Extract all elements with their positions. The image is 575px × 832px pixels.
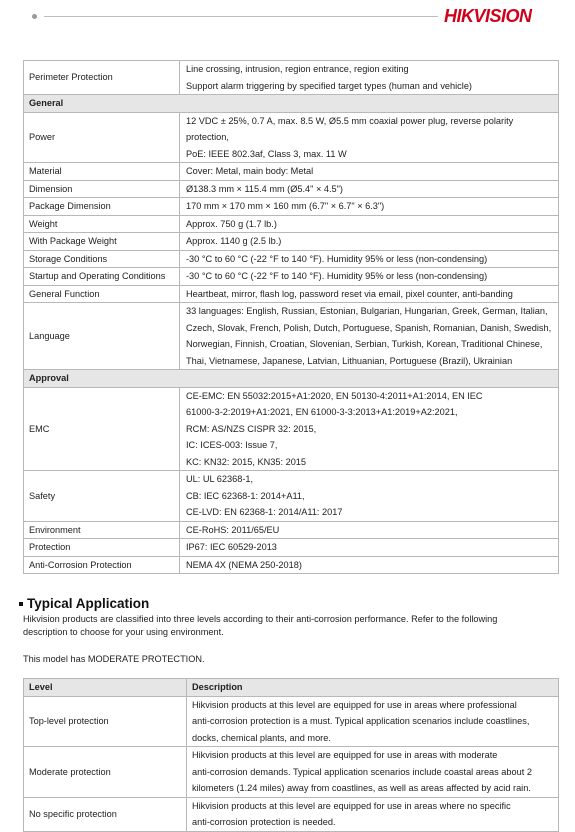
spec-value-line: -30 °C to 60 °C (-22 °F to 140 °F). Humidity 95% or less (non-condensing) (186, 271, 488, 281)
spec-value-line: Thai, Vietnamese, Japanese, Latvian, Lithuanian, Portuguese (Brazil), Ukrainian (186, 355, 513, 366)
intro-line: description to choose for your using environment. (23, 627, 224, 637)
spec-value (180, 198, 559, 216)
typical-application-heading (19, 596, 149, 611)
spec-value (180, 556, 559, 574)
protection-level-table (23, 678, 559, 832)
spec-value (180, 303, 559, 370)
table-row (24, 696, 559, 747)
spec-value-line: 61000-3-2:2019+A1:2021, EN 61000-3-3:2013+A1:2019+A2:2021, (186, 407, 458, 417)
spec-table (23, 60, 559, 574)
spec-label: Storage Conditions (24, 250, 180, 268)
spec-value-line: CE-LVD: EN 62368-1: 2014/A11: 2017 (186, 507, 343, 517)
spec-value-line: Ø138.3 mm × 115.4 mm (Ø5.4" × 4.5") (186, 183, 343, 194)
spec-value (180, 387, 559, 471)
spec-value (180, 112, 559, 163)
spec-value-line: Support alarm triggering by specified target types (human and vehicle) (186, 80, 472, 91)
spec-label: Safety (24, 471, 180, 522)
spec-label: Dimension (24, 180, 180, 198)
header-description: Description (187, 679, 559, 697)
spec-value (180, 285, 559, 303)
spec-label: With Package Weight (24, 233, 180, 251)
header-level: Level (24, 679, 187, 697)
spec-label: Power (24, 112, 180, 163)
spec-row (24, 556, 559, 574)
spec-value (180, 250, 559, 268)
spec-value-line: 33 languages: English, Russian, Estonian, Bulgarian, Hungarian, Greek, German, Italian, (186, 306, 548, 316)
spec-value-line: NEMA 4X (NEMA 250-2018) (186, 559, 302, 570)
level-cell: Moderate protection (24, 747, 187, 798)
spec-label: EMC (24, 387, 180, 471)
description-cell (187, 696, 559, 747)
description-line: anti-corrosion demands. Typical application scenarios include coastal areas about 2 (192, 766, 532, 777)
table-header-row (24, 679, 559, 697)
heading-text: Typical Application (27, 596, 150, 611)
spec-label: General Function (24, 285, 180, 303)
spec-value-line: Heartbeat, mirror, flash log, password reset via email, pixel counter, anti-banding (186, 288, 513, 299)
spec-row (24, 233, 559, 251)
spec-value-line: CE-RoHS: 2011/65/EU (186, 524, 280, 535)
spec-row (24, 198, 559, 216)
spec-value-line: Norwegian, Finnish, Croatian, Slovenian, Serbian, Turkish, Korean, Traditional Chinese, (186, 339, 543, 349)
spec-value-line: protection, (186, 132, 229, 142)
spec-value (180, 233, 559, 251)
description-line: Hikvision products at this level are equipped for use in areas where professional (192, 699, 517, 710)
spec-row (24, 180, 559, 198)
spec-value (180, 180, 559, 198)
description-line: anti-corrosion protection is a must. Typical application scenarios include coastlines, (192, 716, 530, 726)
intro-paragraph (23, 613, 553, 639)
description-line: Hikvision products at this level are equipped for use in areas where no specific (192, 800, 511, 811)
brand-logo: HIKVISION (444, 6, 532, 26)
spec-value (180, 539, 559, 557)
spec-label: Language (24, 303, 180, 370)
table-row (24, 747, 559, 798)
model-note: This model has MODERATE PROTECTION. (23, 654, 205, 664)
spec-value-line: UL: UL 62368-1, (186, 474, 254, 484)
spec-value-line: IP67: IEC 60529-2013 (186, 542, 277, 552)
spec-label: Weight (24, 215, 180, 233)
spec-value-line: KC: KN32: 2015, KN35: 2015 (186, 456, 307, 467)
header-rule (44, 16, 438, 17)
intro-line: Hikvision products are classified into three levels according to their anti-corrosion performance. Refer to the following (23, 614, 498, 624)
spec-value-line: CB: IEC 62368-1: 2014+A11, (186, 490, 305, 501)
header-dot (32, 14, 37, 19)
spec-row (24, 112, 559, 163)
spec-label: Package Dimension (24, 198, 180, 216)
spec-value-line: Approx. 750 g (1.7 lb.) (186, 218, 277, 229)
spec-value (180, 471, 559, 522)
spec-value (180, 163, 559, 181)
page-header (0, 0, 575, 34)
section-title: General (24, 95, 559, 113)
spec-row (24, 387, 559, 471)
spec-label: Anti-Corrosion Protection (24, 556, 180, 574)
description-cell (187, 747, 559, 798)
spec-value-line: 12 VDC ± 25%, 0.7 A, max. 8.5 W, Ø5.5 mm coaxial power plug, reverse polarity (186, 115, 514, 126)
spec-value-line: IC: ICES-003: Issue 7, (186, 440, 278, 450)
description-line: Hikvision products at this level are equipped for use in areas with moderate (192, 750, 498, 760)
spec-value (180, 215, 559, 233)
description-line: anti-corrosion protection is needed. (192, 817, 336, 827)
section-row (24, 95, 559, 113)
spec-row (24, 163, 559, 181)
spec-label: Material (24, 163, 180, 181)
spec-label: Environment (24, 521, 180, 539)
spec-row (24, 303, 559, 370)
level-cell: No specific protection (24, 797, 187, 831)
spec-row (24, 61, 559, 95)
spec-value-line: Approx. 1140 g (2.5 lb.) (186, 236, 282, 246)
spec-value-line: Line crossing, intrusion, region entrance, region exiting (186, 64, 409, 74)
spec-row (24, 521, 559, 539)
section-title: Approval (24, 370, 559, 388)
section-row (24, 370, 559, 388)
spec-value (180, 61, 559, 95)
spec-value-line: CE-EMC: EN 55032:2015+A1:2020, EN 50130-4:2011+A1:2014, EN IEC (186, 390, 483, 401)
description-cell (187, 797, 559, 831)
spec-value-line: -30 °C to 60 °C (-22 °F to 140 °F). Humidity 95% or less (non-condensing) (186, 253, 488, 264)
spec-label: Perimeter Protection (24, 61, 180, 95)
spec-value-line: Czech, Slovak, French, Polish, Dutch, Portuguese, Spanish, Romanian, Danish, Swedish, (186, 322, 552, 333)
spec-value-line: 170 mm × 170 mm × 160 mm (6.7" × 6.7" × 6.3") (186, 201, 385, 211)
spec-row (24, 471, 559, 522)
spec-value-line: RCM: AS/NZS CISPR 32: 2015, (186, 423, 317, 434)
description-line: docks, chemical plants, and more. (192, 732, 331, 743)
spec-row (24, 268, 559, 286)
spec-label: Protection (24, 539, 180, 557)
spec-value-line: Cover: Metal, main body: Metal (186, 166, 314, 176)
spec-row (24, 215, 559, 233)
spec-value (180, 521, 559, 539)
table-row (24, 797, 559, 831)
bullet-square-icon (19, 602, 23, 606)
spec-row (24, 250, 559, 268)
spec-row (24, 285, 559, 303)
spec-value-line: PoE: IEEE 802.3af, Class 3, max. 11 W (186, 148, 347, 159)
spec-row (24, 539, 559, 557)
spec-value (180, 268, 559, 286)
level-cell: Top-level protection (24, 696, 187, 747)
spec-label: Startup and Operating Conditions (24, 268, 180, 286)
description-line: kilometers (1.24 miles) away from coastlines, as well as areas affected by acid rain. (192, 783, 531, 793)
